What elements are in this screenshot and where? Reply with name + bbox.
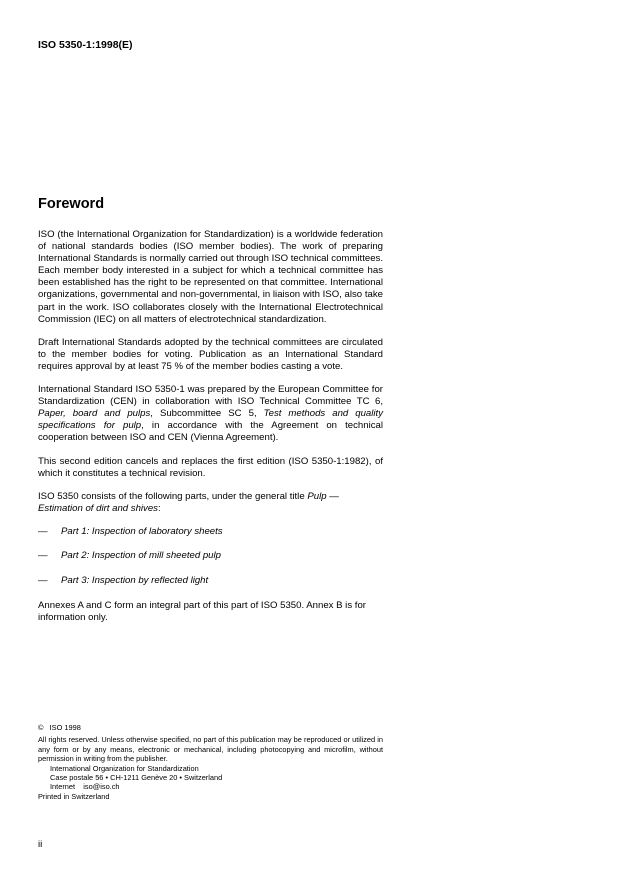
postal-address: Case postale 56 • CH-1211 Genève 20 • Switzerland	[50, 773, 223, 783]
parts-intro-colon: :	[157, 502, 161, 514]
internet-email: iso@iso.ch	[83, 782, 120, 792]
paragraph-edition: This second edition cancels and replaces the first edition (ISO 5350-1:1982), of which it constitutes a technical revision.	[38, 455, 383, 479]
paragraph-iso-intro: ISO (the International Organization for Standardization) is a worldwide federation of national standards bodies (ISO member bodies). The work of preparing International Standards is normally carried out through ISO technical committees. Each member body interested in a subject for which a technical committee has been established has the right to be represented on that committee. International organizations, governmental and non-governmental, in liaison with ISO, also take part in the work. ISO collaborates closely with the International Electrotechnical Commission (IEC) on all matters of electrotechnical standardization.	[38, 229, 384, 325]
preparation-text-1: International Standard ISO 5350-1 was prepared by the European Committee for Standardization (CEN) in collaboration with ISO Technical Committee TC 6,	[38, 384, 383, 408]
foreword-body	[38, 229, 383, 635]
publisher-address	[38, 764, 383, 792]
internet-label: Internet	[50, 782, 76, 792]
page-number: ii	[38, 839, 43, 850]
dash-bullet: —	[38, 575, 48, 587]
list-item-part-1	[38, 526, 383, 538]
copyright-line	[38, 723, 383, 732]
part-2-title: Part 2: Inspection of mill sheeted pulp	[61, 550, 221, 562]
internet-line	[50, 782, 383, 791]
paragraph-annexes: Annexes A and C form an integral part of this part of ISO 5350. Annex B is for information only.	[38, 599, 366, 623]
document-id-header: ISO 5350-1:1998(E)	[38, 39, 133, 51]
paragraph-parts-intro	[38, 491, 383, 515]
dash-bullet: —	[38, 525, 48, 537]
parts-intro-text: ISO 5350 consists of the following parts, under the general title	[38, 490, 308, 502]
preparation-text-3: , in accordance with the Agreement on technical cooperation between ISO and CEN (Vienna Agreement).	[38, 420, 383, 444]
page-title: Foreword	[38, 196, 105, 212]
copyright-symbol: ©	[38, 723, 44, 732]
part-1-title: Part 1: Inspection of laboratory sheets	[61, 525, 223, 537]
paragraph-draft-standards: Draft International Standards adopted by the technical committees are circulated to the member bodies for voting. Publication as an International Standard requires approval by at least 75 % of the member bodies casting a vote.	[38, 336, 383, 372]
list-item-part-3	[38, 575, 383, 587]
committee-title: Paper, board and pulps	[38, 408, 151, 420]
subcommittee-title: Test methods and quality specifications for pulp	[38, 408, 383, 432]
general-title: Pulp — Estimation of dirt and shives	[38, 490, 339, 514]
list-item-part-2	[38, 550, 383, 562]
printed-in: Printed in Switzerland	[38, 791, 110, 801]
paragraph-preparation	[38, 384, 383, 444]
org-name: International Organization for Standardization	[50, 763, 199, 773]
copyright-text: ISO 1998	[49, 723, 81, 732]
copyright-footer	[38, 723, 383, 801]
dash-bullet: —	[38, 550, 48, 562]
rights-notice: All rights reserved. Unless otherwise specified, no part of this publication may be reproduced or utilized in any form or by any means, electronic or mechanical, including photocopying and microfilm, without permission in writing from the publisher.	[38, 735, 383, 764]
part-3-title: Part 3: Inspection by reflected light	[61, 575, 209, 587]
preparation-text-2: , Subcommittee SC 5,	[150, 408, 264, 420]
